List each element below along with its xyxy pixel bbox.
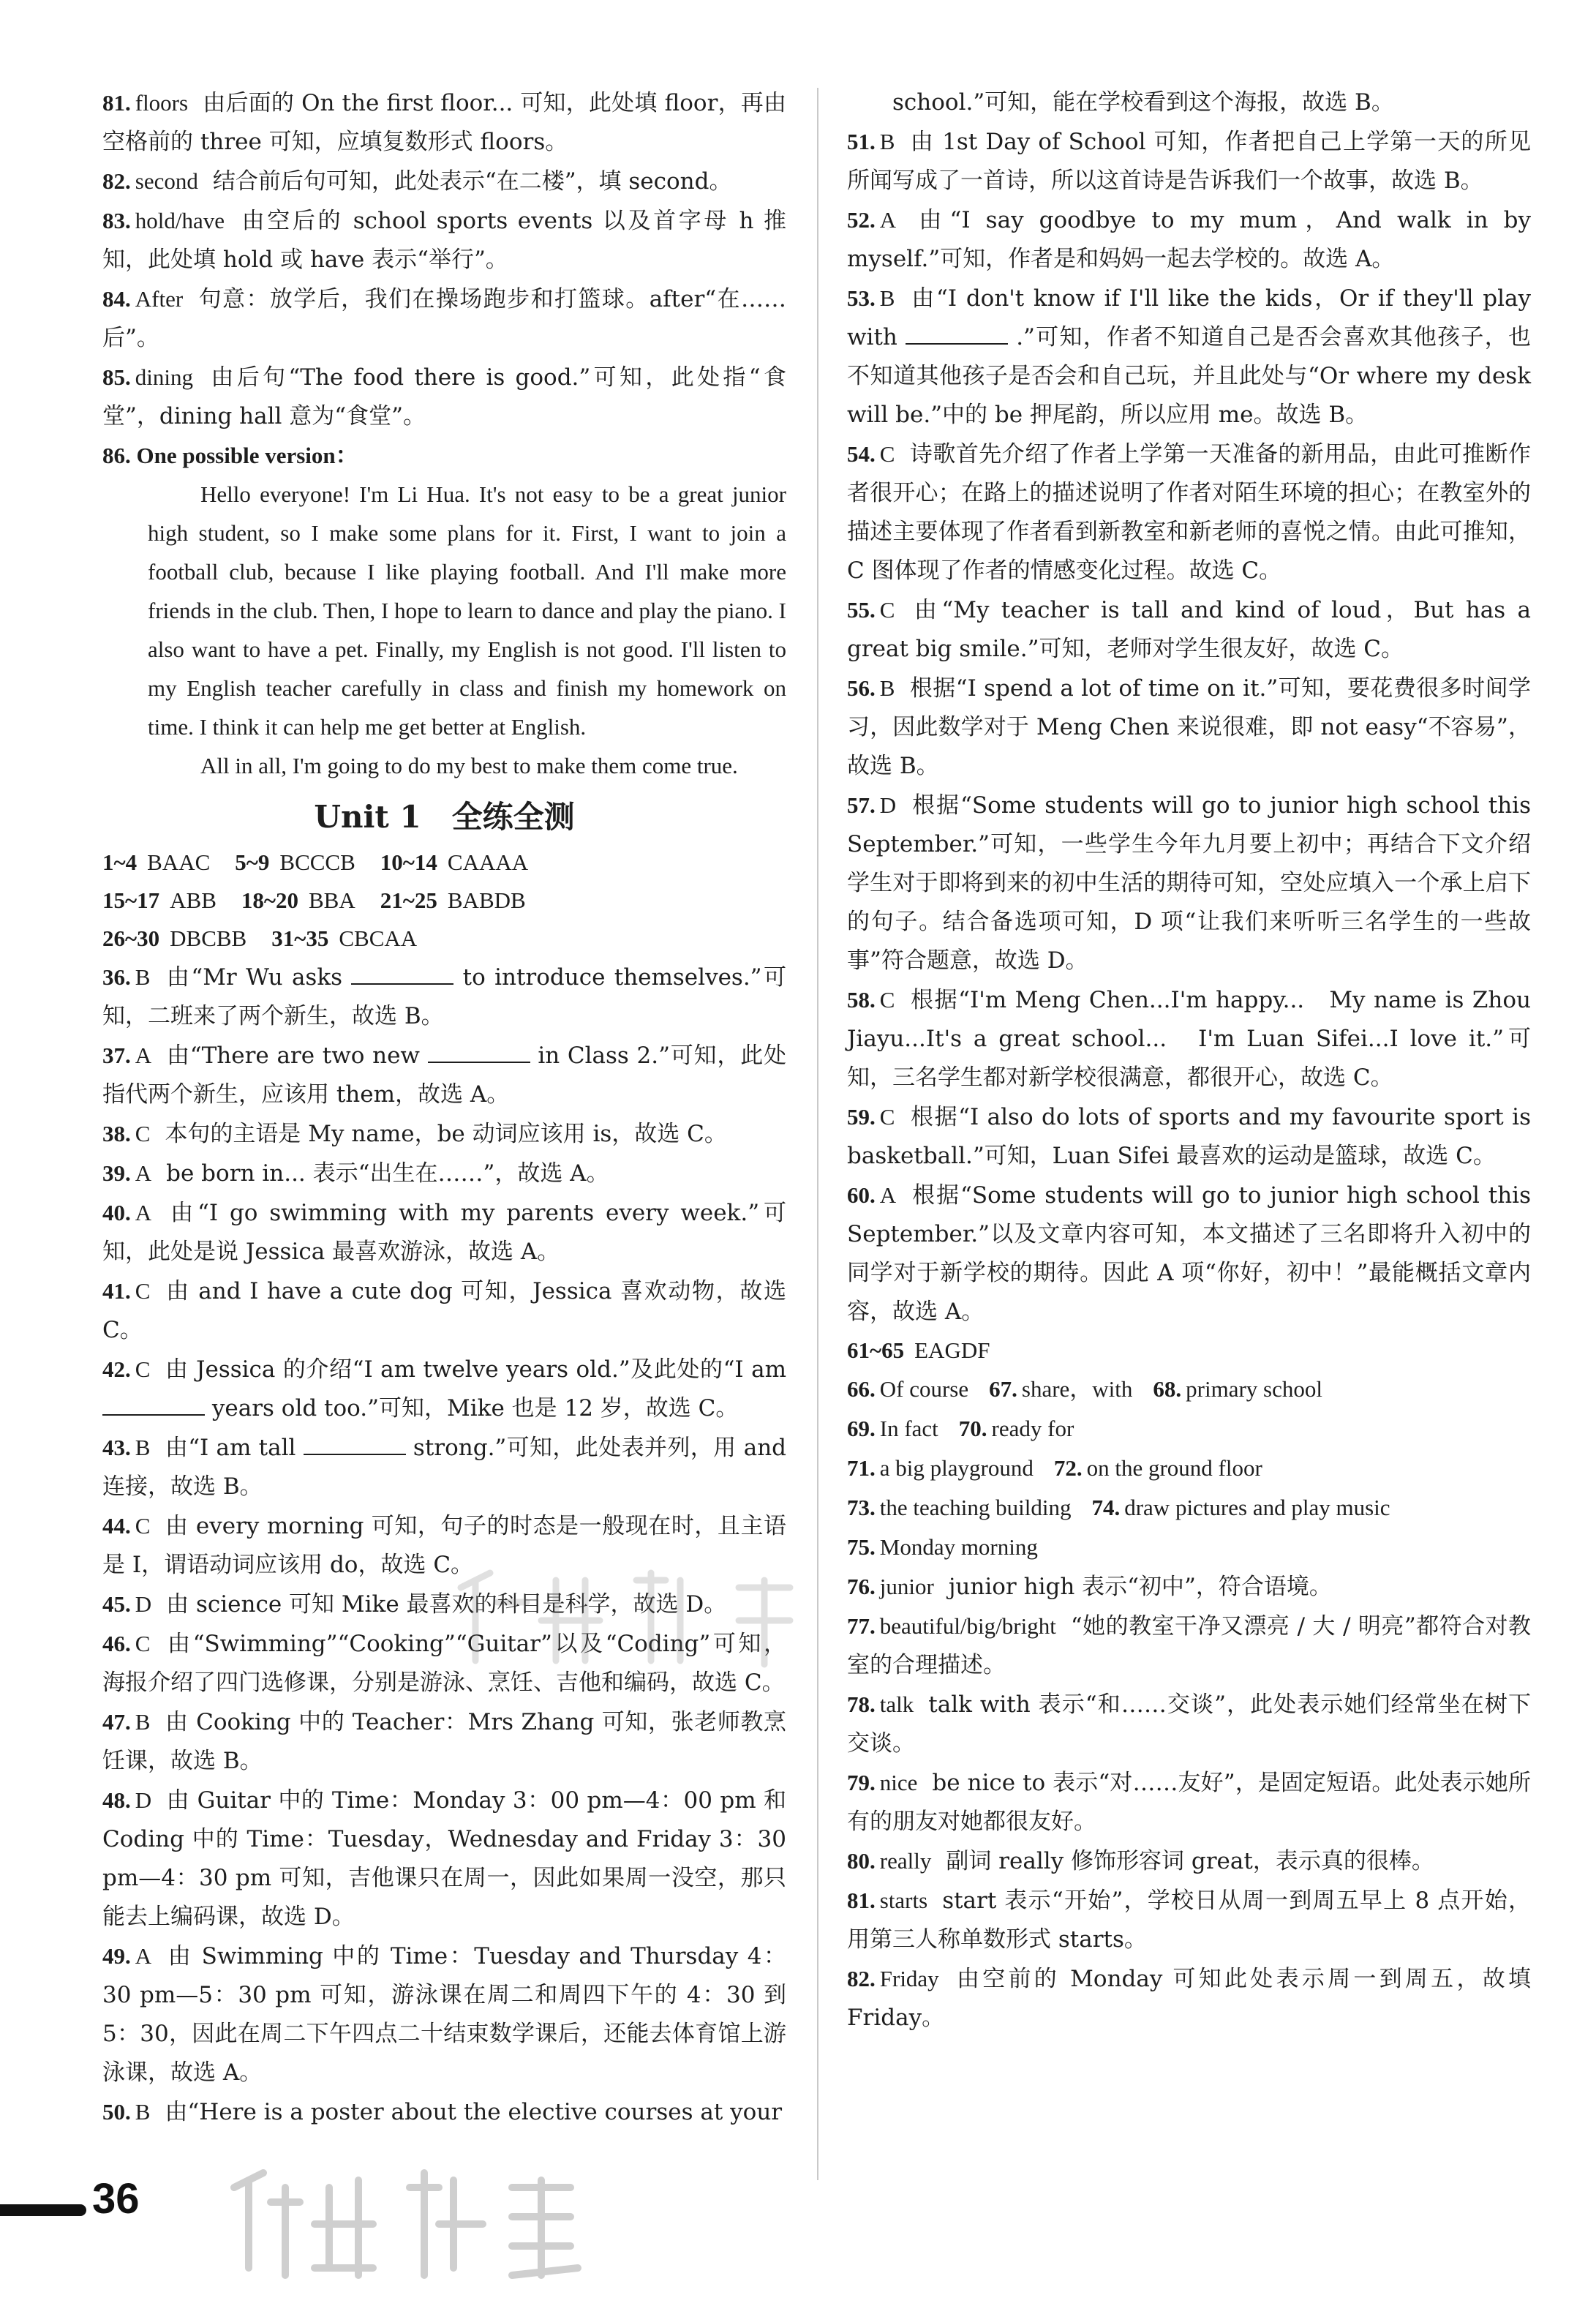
question-number: 37. [102, 1043, 131, 1068]
answer-choice: B [879, 285, 895, 311]
question-number: 50. [102, 2099, 131, 2125]
question-number: 70. [958, 1416, 987, 1441]
answer-key-row [847, 1332, 1531, 1370]
question-number: 66. [847, 1376, 876, 1402]
explanation-text: 由空前的 Monday 可知此处表示周一到周五，故填 Friday。 [847, 1966, 1531, 2031]
answer-entry [102, 162, 786, 201]
answer-choice: junior [879, 1574, 934, 1599]
explanation-text: 由后句“The food there is good.”可知，此处指“食堂”，dining hall 意为“食堂”。 [102, 364, 786, 429]
question-number: 81. [847, 1888, 876, 1913]
answer-choice: D [879, 792, 897, 818]
answer-choice: B [135, 1709, 151, 1735]
key-answers: CBCAA [339, 925, 418, 951]
answer-entry [102, 1036, 786, 1114]
explanation-text: 由 Swimming 中的 Time：Tuesday and Thursday 4：30 pm—5：30 pm 可知，游泳课在周二和周四下午的 4：30 到 5：30，因此在周二下午四点二十结束数学课后，还能去体育馆上游泳课，故选 A。 [102, 1943, 786, 2086]
answer-key-row [102, 844, 786, 882]
question-range: 21~25 [380, 887, 437, 913]
question-range: 10~14 [380, 849, 437, 875]
question-range: 26~30 [102, 925, 160, 951]
answer-choice: C [135, 1513, 151, 1539]
watermark-logo [219, 2158, 600, 2290]
answer-text: Of course [879, 1376, 969, 1402]
explanation-text: 由“I say goodbye to my mum，And walk in by myself.”可知，作者是和妈妈一起去学校的。故选 A。 [847, 207, 1531, 272]
question-range: 5~9 [235, 849, 270, 875]
essay-paragraph: Hello everyone! I'm Li Hua. It's not easy to be a great junior high student, so I make some plans for it. First, I want to join a football club, because I like playing football. And I'll make more friends in the club. Then, I hope to learn to dance and play the piano. I also want to have a pet. Finally, my English is not good. I'll listen to my English teacher carefully in class and finish my homework on time. I think it can help me get better at English. [148, 481, 786, 740]
answer-entry [847, 1607, 1531, 1685]
explanation-text: be born in... 表示“出生在……”，故选 A。 [166, 1160, 609, 1187]
explanation-text: 由“I am tall [165, 1435, 296, 1461]
question-number: 67. [989, 1376, 1017, 1402]
left-column [102, 83, 786, 2132]
answer-choice: talk [879, 1691, 914, 1717]
answer-entry [847, 1685, 1531, 1763]
question-range: 61~65 [847, 1337, 905, 1363]
answer-choice: B [135, 1435, 151, 1460]
answer-entry [847, 1763, 1531, 1841]
answer-entry [847, 590, 1531, 669]
answer-choice: C [135, 1121, 151, 1146]
answer-entry [102, 1428, 786, 1506]
answer-choice: D [135, 1787, 152, 1813]
page-number: 36 [92, 2175, 140, 2223]
question-number: 39. [102, 1160, 131, 1186]
question-number: 81. [102, 90, 131, 116]
right-column [847, 83, 1531, 2038]
question-range: 18~20 [241, 887, 298, 913]
answer-choice: D [135, 1591, 152, 1617]
blank-line [304, 1435, 406, 1455]
answer-entry [102, 2092, 786, 2132]
question-number: 60. [847, 1182, 876, 1208]
answer-choice: C [879, 441, 895, 467]
explanation-text: 由“I go swimming with my parents every week.”可知，此处是说 Jessica 最喜欢游泳，故选 A。 [102, 1200, 786, 1265]
question-number: 82. [847, 1966, 876, 1991]
key-answers: BABDB [447, 887, 526, 913]
answer-choice: B [879, 675, 895, 701]
question-number: 38. [102, 1121, 131, 1146]
question-number: 52. [847, 207, 876, 233]
blank-line [428, 1043, 530, 1063]
explanation-text: be nice to 表示“对……友好”，是固定短语。此处表示她所有的朋友对她都很友好。 [847, 1770, 1531, 1835]
question-number: 57. [847, 792, 876, 818]
question-number: 76. [847, 1574, 876, 1599]
answer-choice: Friday [879, 1966, 939, 1991]
short-answer-row [847, 1409, 1531, 1449]
explanation-text: to introduce themselves.”可知，二班来了两个新生，故选 B。 [102, 964, 786, 1029]
answer-choice: After [135, 286, 184, 312]
question-number: 49. [102, 1943, 131, 1969]
answer-entry [102, 83, 786, 162]
key-answers: BAAC [147, 849, 211, 875]
explanation-text: years old too.”可知，Mike 也是 12 岁，故选 C。 [211, 1395, 739, 1421]
answer-text: draw pictures and play music [1124, 1495, 1390, 1520]
answer-entry [847, 1881, 1531, 1959]
answer-entry [102, 1781, 786, 1937]
answer-entry [847, 1841, 1531, 1881]
question-number: 41. [102, 1278, 131, 1304]
explanation-text: 根据“I spend a lot of time on it.”可知，要花费很多时间学习，因此数学对于 Meng Chen 来说很难，即 not easy“不容易”，故选 B。 [847, 675, 1531, 779]
question-number: 68. [1153, 1376, 1182, 1402]
explanation-text: .”可知，作者不知道自己是否会喜欢其他孩子，也不知道其他孩子是否会和自己玩，并且此处与“Or where my desk will be.”中的 be 押尾韵，所以应用 me。故选 B。 [847, 324, 1532, 428]
explanation-text: strong.”可知，此处表并列，用 and 连接，故选 B。 [102, 1435, 787, 1500]
explanation-text: talk with 表示“和……交谈”，此处表示她们经常坐在树下交谈。 [847, 1691, 1531, 1757]
answer-entry [847, 122, 1531, 200]
explanation-text: 根据“I'm Meng Chen...I'm happy... My name is Zhou Jiayu...It's a great school... I'm Luan Sifei...I love it.”可知，三名学生都对新学校很满意，都很开心，故选 C。 [847, 987, 1531, 1091]
answer-entry [102, 1937, 786, 2092]
column-divider [817, 88, 818, 2180]
key-answers: BCCCB [279, 849, 355, 875]
explanation-text: “她的教室干净又漂亮 / 大 / 明亮”都符合对教室的合理描述。 [847, 1613, 1531, 1678]
answer-choice: floors [135, 90, 189, 116]
explanation-text: 句意：放学后，我们在操场跑步和打篮球。after“在……后”。 [102, 286, 786, 351]
explanation-text: 由“Swimming”“Cooking”“Guitar”以及“Coding”可知，海报介绍了四门选修课，分别是游泳、烹饪、吉他和编码，故选 C。 [102, 1631, 786, 1696]
question-number: 80. [847, 1848, 876, 1874]
question-number: 78. [847, 1691, 876, 1717]
unit-title: Unit 1 全练全测 [314, 799, 575, 835]
explanation-text: 由 Jessica 的介绍“I am twelve years old.”及此处的“I am [165, 1356, 786, 1383]
answer-choice: dining [135, 364, 193, 390]
answer-entry [102, 1193, 786, 1272]
question-number: 71. [847, 1455, 876, 1481]
explanation-text: 由“My teacher is tall and kind of loud，But has a great big smile.”可知，老师对学生很友好，故选 C。 [847, 597, 1531, 662]
answer-choice: A [879, 1182, 897, 1208]
answer-entry [847, 1959, 1531, 2038]
key-answers: CAAAA [447, 849, 529, 875]
answer-choice: C [879, 1104, 895, 1130]
answer-choice: really [879, 1848, 932, 1874]
question-number: 84. [102, 286, 131, 312]
explanation-text: 由 1st Day of School 可知，作者把自己上学第一天的所见所闻写成了一首诗，所以这首诗是告诉我们一个故事，故选 B。 [847, 129, 1531, 194]
question-number: 48. [102, 1787, 131, 1813]
key-answers: EAGDF [914, 1337, 990, 1363]
answer-text: In fact [879, 1416, 938, 1441]
answer-choice: A [135, 1043, 152, 1068]
question-number: 44. [102, 1513, 131, 1539]
answer-key-row [102, 920, 786, 958]
answer-entry [102, 1350, 786, 1428]
explanation-text: school.”可知，能在学校看到这个海报，故选 B。 [892, 89, 1394, 116]
question-number: 73. [847, 1495, 876, 1520]
answer-entry [102, 1154, 786, 1193]
question-number: 36. [102, 964, 131, 990]
answer-entry [102, 201, 786, 279]
explanation-text: 由 Cooking 中的 Teacher：Mrs Zhang 可知，张老师教烹饪课，故选 B。 [102, 1709, 786, 1774]
explanation-text: 由“There are two new [166, 1043, 420, 1069]
explanation-text: 由 every morning 可知，句子的时态是一般现在时，且主语是 I，谓语动词应该用 do，故选 C。 [102, 1513, 786, 1578]
answer-text: on the ground floor [1086, 1455, 1262, 1481]
explanation-text: start 表示“开始”，学校日从周一到周五早上 8 点开始，用第三人称单数形式 starts。 [847, 1888, 1531, 1953]
answer-entry [847, 435, 1531, 590]
explanation-text: 副词 really 修饰形容词 great，表示真的很棒。 [946, 1848, 1434, 1874]
explanation-text: 由 and I have a cute dog 可知，Jessica 喜欢动物，故选 C。 [102, 1278, 786, 1343]
answer-text: ready for [991, 1416, 1074, 1441]
explanation-text: in Class 2.”可知，此处指代两个新生，应该用 them，故选 A。 [102, 1043, 787, 1108]
answer-text: Monday morning [879, 1534, 1038, 1560]
explanation-text: 由“Mr Wu asks [165, 964, 343, 991]
answer-choice: C [135, 1356, 151, 1382]
answer-choice: C [879, 987, 895, 1013]
answer-entry [847, 83, 1531, 122]
answer-choice: C [135, 1278, 151, 1304]
answer-entry [102, 279, 786, 358]
answer-choice: A [135, 1943, 152, 1969]
question-number: 75. [847, 1534, 876, 1560]
answer-choice: beautiful/big/bright [879, 1613, 1056, 1639]
essay-paragraph: All in all, I'm going to do my best to make them come true. [200, 753, 738, 778]
blank-line [351, 964, 453, 985]
question-number: 77. [847, 1613, 876, 1639]
question-number: 51. [847, 129, 876, 154]
answer-choice: second [135, 168, 198, 194]
answer-entry [847, 200, 1531, 279]
short-answer-row [847, 1449, 1531, 1488]
question-number: 58. [847, 987, 876, 1013]
explanation-text: 由“I don't know if I'll like the kids，Or if they'll play with [847, 285, 1531, 350]
question-range: 31~35 [271, 925, 329, 951]
answer-choice: C [879, 597, 895, 623]
answer-entry [847, 786, 1531, 980]
explanation-text: 结合前后句可知，此处表示“在二楼”，填 second。 [212, 168, 732, 195]
answer-entry [847, 1097, 1531, 1176]
answer-choice: B [135, 964, 151, 990]
answer-entry [847, 1567, 1531, 1607]
answer-text: share，with [1021, 1376, 1133, 1402]
explanation-text: 根据“Some students will go to junior high school this September.”以及文章内容可知，本文描述了三名即将升入初中的同学对于新学校的期待。因此 A 项“你好，初中！”最能概括文章内容，故选 A。 [847, 1182, 1531, 1325]
explanation-text: 诗歌首先介绍了作者上学第一天准备的新用品，由此可推断作者很开心；在路上的描述说明了作者对陌生环境的担心；在教室外的描述主要体现了作者看到新教室和新老师的喜悦之情。由此可推知，C 图体现了作者的情感变化过程。故选 C。 [847, 441, 1531, 584]
answer-entry [102, 958, 786, 1036]
short-answer-row [847, 1370, 1531, 1409]
explanation-text: 由后面的 On the first floor... 可知，此处填 floor，再由空格前的 three 可知，应填复数形式 floors。 [102, 90, 786, 155]
answer-entry [102, 1702, 786, 1781]
answer-entry [847, 980, 1531, 1097]
answer-entry [102, 1114, 786, 1154]
question-number: 79. [847, 1770, 876, 1795]
question-number: 85. [102, 364, 131, 390]
question-range: 1~4 [102, 849, 138, 875]
essay-heading: 86. One possible version： [102, 443, 358, 468]
answer-choice: A [135, 1160, 152, 1186]
answer-text: the teaching building [879, 1495, 1072, 1520]
answer-choice: A [135, 1200, 152, 1225]
explanation-text: 由空后的 school sports events 以及首字母 h 推知，此处填 hold 或 have 表示“举行”。 [102, 208, 786, 273]
key-answers: DBCBB [170, 925, 247, 951]
question-number: 55. [847, 597, 876, 623]
question-number: 40. [102, 1200, 131, 1225]
answer-entry [102, 1272, 786, 1350]
key-answers: ABB [170, 887, 217, 913]
explanation-text: junior high 表示“初中”，符合语境。 [948, 1574, 1332, 1600]
blank-line [102, 1395, 205, 1416]
question-number: 53. [847, 285, 876, 311]
answer-entry [847, 669, 1531, 786]
answer-entry [102, 358, 786, 436]
explanation-text: 由 Guitar 中的 Time：Monday 3：00 pm—4：00 pm 和 Coding 中的 Time：Tuesday，Wednesday and Friday 3：30 pm—4：30 pm 可知，吉他课只在周一，因此如果周一没空，那只能去上编码课，故选 D。 [102, 1787, 786, 1930]
question-number: 72. [1053, 1455, 1083, 1481]
question-number: 82. [102, 168, 131, 194]
explanation-text: 由“Here is a poster about the elective courses at your [165, 2099, 783, 2125]
watermark-logo-overlay [439, 1551, 819, 1683]
key-answers: BBA [309, 887, 355, 913]
answer-entry [847, 279, 1531, 435]
explanation-text: 由 science 可知 Mike 最喜欢的科目是科学，故选 D。 [166, 1591, 727, 1618]
question-number: 54. [847, 441, 876, 467]
answer-choice: hold/have [135, 208, 225, 233]
answer-choice: C [135, 1631, 151, 1656]
question-range: 15~17 [102, 887, 160, 913]
answer-entry [847, 1176, 1531, 1332]
question-number: 59. [847, 1104, 876, 1130]
short-answer-row [847, 1488, 1531, 1528]
answer-text: primary school [1186, 1376, 1322, 1402]
question-number: 46. [102, 1631, 131, 1656]
answer-choice: B [879, 129, 895, 154]
explanation-text: 根据“Some students will go to junior high school this September.”可知，一些学生今年九月要上初中；再结合下文介绍学生对于即将到来的初中生活的期待可知，空处应填入一个承上启下的句子。结合备选项可知，D 项“让我们来听听三名学生的一些故事”符合题意，故选 D。 [847, 792, 1531, 974]
question-number: 69. [847, 1416, 876, 1441]
question-number: 45. [102, 1591, 131, 1617]
answer-choice: A [879, 207, 897, 233]
footer-bar [0, 2204, 86, 2216]
question-number: 42. [102, 1356, 131, 1382]
question-number: 43. [102, 1435, 131, 1460]
question-number: 56. [847, 675, 876, 701]
answer-text: a big playground [879, 1455, 1034, 1481]
explanation-text: 本句的主语是 My name，be 动词应该用 is，故选 C。 [165, 1121, 727, 1147]
answer-choice: B [135, 2099, 151, 2125]
short-answer-row [847, 1528, 1531, 1567]
question-number: 74. [1091, 1495, 1121, 1520]
explanation-text: 根据“I also do lots of sports and my favourite sport is basketball.”可知，Luan Sifei 最喜欢的运动是篮球，故选 C。 [847, 1104, 1531, 1169]
answer-key-row [102, 882, 786, 920]
answer-choice: starts [879, 1888, 928, 1913]
question-number: 83. [102, 208, 131, 233]
blank-line [906, 324, 1008, 345]
answer-choice: nice [879, 1770, 918, 1795]
question-number: 47. [102, 1709, 131, 1735]
